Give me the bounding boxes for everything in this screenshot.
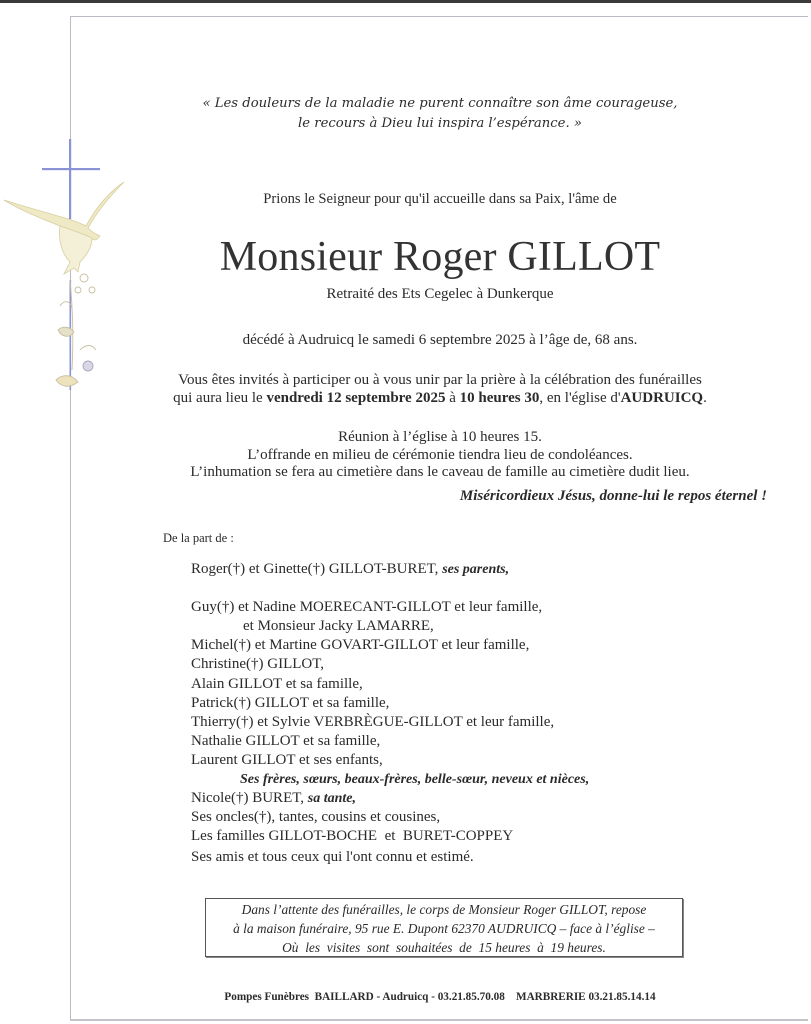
friends-line: Ses amis et tous ceux qui l'ont connu et estimé. <box>191 849 474 865</box>
list-item: Michel(†) et Martine GOVART-GILLOT et leur famille, <box>191 637 530 654</box>
parents-names: Roger(†) et Ginette(†) GILLOT-BURET, <box>191 561 443 577</box>
closing-prayer: Miséricordieux Jésus, donne-lui le repos éternel ! <box>459 488 767 504</box>
family-parents <box>191 560 589 579</box>
spacer <box>191 579 589 598</box>
visitation-line-2: à la maison funéraire, 95 rue E. Dupont 62370 AUDRUICQ – face à l’église – <box>233 921 655 936</box>
offering-note: L’offrande en milieu de cérémonie tiendra lieu de condoléances. <box>247 446 633 463</box>
family-list <box>191 560 589 846</box>
visitation-box <box>205 898 683 957</box>
visitation-line-3: Où les visites sont souhaitées de 15 heures à 19 heures. <box>282 940 606 955</box>
aunt-role: sa tante, <box>307 791 357 807</box>
list-item: Thierry(†) et Sylvie VERBRÈGUE-GILLOT et leur famille, <box>191 713 555 730</box>
ceremony-text: , en l'église d' <box>539 390 621 406</box>
frame-bottom-line <box>70 1019 808 1021</box>
footer-spacer <box>505 991 516 1003</box>
list-item: Les familles GILLOT-BOCHE et BURET-COPPEY <box>191 828 514 845</box>
list-item: et Monsieur Jacky LAMARRE, <box>243 618 434 635</box>
frame-top-line <box>70 16 808 17</box>
funeral-home-contact: Pompes Funèbres BAILLARD - Audruicq - 03.21.85.70.08 <box>224 991 505 1003</box>
list-item: Ses oncles(†), tantes, cousins et cousines, <box>191 809 441 826</box>
burial-note: L’inhumation se fera au cimetière dans le caveau de famille au cimetière dudit lieu. <box>190 464 690 480</box>
siblings-role <box>191 770 589 789</box>
deceased-name: Monsieur Roger GILLOT <box>219 234 661 280</box>
family-aunt <box>191 789 589 808</box>
ceremony-date: vendredi 12 septembre 2025 <box>266 390 446 406</box>
list-item: Patrick(†) GILLOT et sa famille, <box>191 694 390 711</box>
siblings-role-text: Ses frères, sœurs, beaux-frères, belle-sœur, neveux et nièces, <box>240 772 590 788</box>
list-item: Alain GILLOT et sa famille, <box>191 675 363 692</box>
footer <box>70 991 810 1003</box>
scan-top-band <box>0 0 811 3</box>
ceremony-time: 10 heures 30 <box>459 390 540 406</box>
quote-line-2: le recours à Dieu lui inspira l’espérance. » <box>298 116 582 131</box>
deceased-occupation: Retraité des Ets Cegelec à Dunkerque <box>326 286 554 302</box>
list-item: Guy(†) et Nadine MOERECANT-GILLOT et leur famille, <box>191 599 543 616</box>
parents-role: ses parents, <box>442 562 510 577</box>
prayer-intro: Prions le Seigneur pour qu'il accueille dans sa Paix, l'âme de <box>263 191 617 207</box>
list-item: Nathalie GILLOT et sa famille, <box>191 732 381 749</box>
stonemason-contact: MARBRERIE 03.21.85.14.14 <box>516 991 656 1003</box>
ceremony-details <box>70 429 810 482</box>
ceremony-line-1: Vous êtes invités à participer ou à vous unir par la prière à la célébration des funérailles <box>178 372 702 388</box>
list-item: Christine(†) GILLOT, <box>191 656 325 673</box>
death-notice: décédé à Audruicq le samedi 6 septembre 2025 à l’âge de, 68 ans. <box>242 332 638 348</box>
from-label: De la part de : <box>163 531 234 545</box>
ceremony-text: . <box>703 390 707 406</box>
epitaph-quote <box>70 94 810 134</box>
visitation-line-1: Dans l’attente des funérailles, le corps de Monsieur Roger GILLOT, repose <box>241 902 647 917</box>
quote-line-1: « Les douleurs de la maladie ne purent connaître son âme courageuse, <box>202 96 678 111</box>
ceremony-text: à <box>445 390 460 406</box>
ceremony-place: AUDRUICQ <box>620 390 704 406</box>
ceremony-line-2 <box>70 389 810 407</box>
ceremony-invitation <box>70 371 810 407</box>
list-item: Laurent GILLOT et ses enfants, <box>191 751 383 768</box>
reunion-time: Réunion à l’église à 10 heures 15. <box>338 429 542 445</box>
ceremony-text: qui aura lieu le <box>173 390 267 406</box>
aunt-name: Nicole(†) BURET, <box>191 790 308 807</box>
